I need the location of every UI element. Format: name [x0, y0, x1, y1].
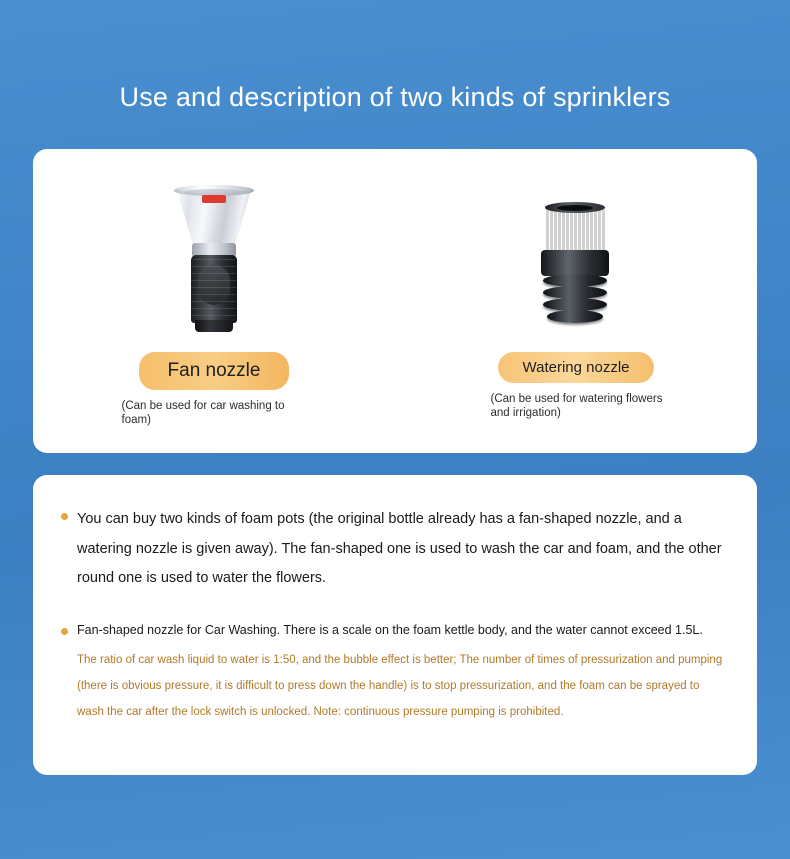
- watering-nozzle-middle: [541, 250, 609, 276]
- watering-nozzle-caption: (Can be used for watering flowers and irrigation): [490, 393, 663, 420]
- notes-spacer: [61, 594, 729, 620]
- fan-nozzle-illustration: [154, 187, 274, 342]
- watering-nozzle-label: Watering nozzle: [498, 352, 654, 383]
- fan-red-marker: [202, 195, 226, 203]
- product-watering-nozzle: [395, 149, 757, 453]
- watering-nozzle-illustration: [521, 202, 631, 342]
- bellows-ring: [547, 310, 603, 323]
- note-item-2: [61, 620, 729, 640]
- products-card: [33, 149, 757, 453]
- fan-base-shape: [195, 320, 233, 332]
- bullet-dot-icon: [61, 628, 68, 635]
- watering-nozzle-bellows: [543, 274, 607, 328]
- fan-nozzle-image: [154, 167, 274, 342]
- fan-nozzle-caption: (Can be used for car washing to foam): [121, 400, 285, 427]
- product-fan-nozzle: [33, 149, 395, 453]
- fan-nozzle-label: Fan nozzle: [139, 352, 289, 390]
- note-2-subtext: The ratio of car wash liquid to water is 1:50, and the bubble effect is better; The number of times of pressurization and pumping (there is obvious pressure, it is difficult to press down the handle) is to stop pressurization, and the foam can be sprayed to wash the car after the lock switch is unlocked. Note: continuous pressure pumping is prohibited.: [77, 654, 723, 718]
- fan-body-ridges: [191, 259, 237, 317]
- note-1-text: You can buy two kinds of foam pots (the original bottle already has a fan-shaped nozzle, and a watering nozzle is given away). The fan-shaped one is used to wash the car and foam, and the other round one is used to water the flowers.: [77, 511, 722, 587]
- watering-nozzle-opening: [557, 205, 593, 211]
- watering-nozzle-image: [521, 167, 631, 342]
- note-item-1: [61, 505, 729, 594]
- notes-card: [33, 475, 757, 775]
- bullet-dot-icon: [61, 513, 68, 520]
- note-2-text: Fan-shaped nozzle for Car Washing. There is a scale on the foam kettle body, and the water cannot exceed 1.5L.: [77, 623, 703, 638]
- page-title: Use and description of two kinds of sprinklers: [119, 82, 671, 112]
